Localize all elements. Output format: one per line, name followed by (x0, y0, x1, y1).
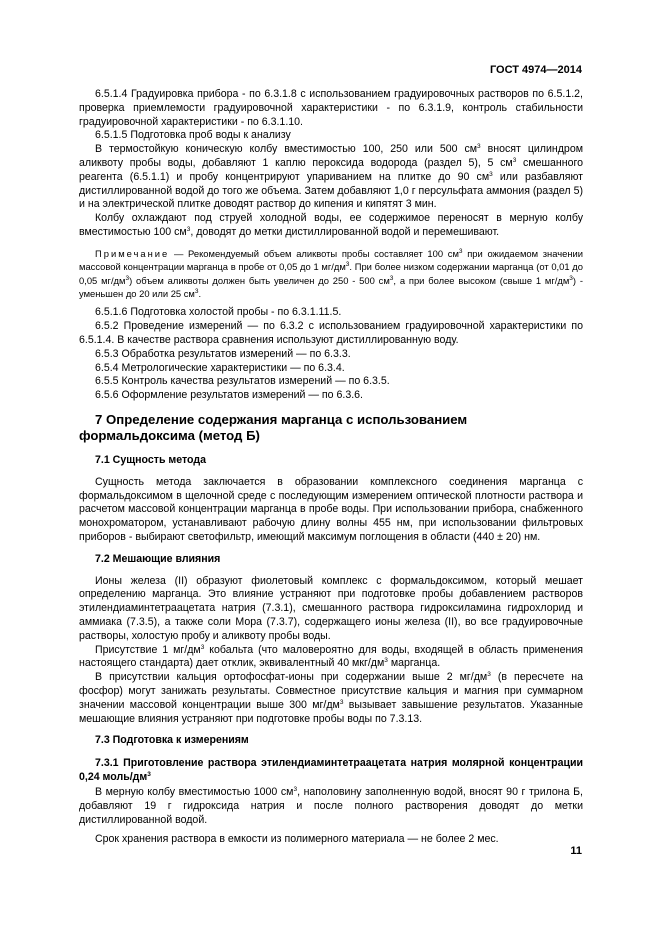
paragraph: В термостойкую коническую колбу вместимостью 100, 250 или 500 $см^3$ вносят цилиндром аликвоту пробы воды, добавляют 1 каплю пероксида водорода (раздел 5), 5 $см^3$ смешанного реагента (6.5.1.1) и пробу концентрируют упариванием на плитке до 90 $см^3$ или разбавляют дистиллированной водой до того же объема. Затем добавляют 1,0 г персульфата аммония (раздел 5) и на электрической плитке доводят раствор до кипения и кипятят 3 мин. (79, 143, 584, 211)
subsection-heading: 7.2 Мешающие влияния (95, 552, 221, 565)
document-header: ГОСТ 4974—2014 (489, 64, 582, 76)
paragraph: Сущность метода заключается в образовании комплексного соединения марганца с формальдоксимом в щелочной среде с последующим измерением оптической плотности раствора и расчетом массовой концентрации марганца в пробе воды. При использовании прибора, снабженного монохроматором, устанавливают рабочую длину волны 455 нм, при использовании фильтровых приборов - выбирают светофильтр, имеющий максимум поглощения в области (440 ± 20) нм. (79, 475, 583, 543)
paragraph: Присутствие 1 $мг/дм^3$ кобальта (что маловероятно для воды, входящей в область применения настоящего стандарта) дает отклик, эквивалентный 40 мкг/$дм^3$ марганца. (79, 643, 583, 670)
paragraph: Ионы железа (II) образуют фиолетовый комплекс с формальдоксимом, который мешает определению марганца. Это влияние устраняют при подготовке пробы добавлением растворов этилендиаминтетраацетата натрия (7.3.1), смешанного раствора гидроксиламина гидрохлорид и аммиака (7.3.5), а также соли Мора (7.3.7), содержащего ионы железа (II), во все градуировочные растворы, холостую пробу и аликвоту пробы воды. (79, 574, 583, 642)
page-body (79, 88, 583, 846)
paragraph: 6.5.1.6 Подготовка холостой пробы - по 6.3.1.11.5. (95, 306, 342, 319)
paragraph: В присутствии кальция ортофосфат-ионы при содержании выше 2 $мг/дм^3$ (в пересчете на фосфор) могут занижать результаты. Совместное присутствие кальция и магния при суммарном значении массовой концентрации выше 300 $мг/дм^3$ вызывает завышение результатов. Указанные мешающие влияния устраняют при подготовке пробы воды по 7.3.13. (79, 671, 583, 725)
paragraph: Колбу охлаждают под струей холодной воды, ее содержимое переносят в мерную колбу вместимостью 100 $см^3$, доводят до метки дистиллированной водой и перемешивают. (79, 212, 583, 238)
paragraph: 6.5.1.4 Градуировка прибора - по 6.3.1.8 с использованием градуировочных растворов по 6.5.1.2, проверка приемлемости градуировочной характеристики - по 6.3.1.9, контроль стабильности градуировочной характеристики - по 6.3.1.10. (79, 88, 583, 128)
paragraph: 6.5.6 Оформление результатов измерений — по 6.3.6. (95, 389, 363, 402)
paragraph: 6.5.2 Проведение измерений — по 6.3.2 с использованием градуировочной характеристики по 6.5.1.4. В качестве раствора сравнения используют дистиллированную воду. (79, 320, 583, 346)
note: Примечание — Рекомендуемый объем аликвоты пробы составляет 100 $см^3$ при ожидаемом значении массовой концентрации марганца в пробе от 0,05 до 1 $мг/дм^3$. При более низком содержании марганца (от 0,01 до 0,05 $мг/дм^3$) объем аликвоты должен быть увеличен до 250 - 500 $см^3$, а при более высоком (свыше 1 $мг/дм^3$) - уменьшен до 20 или 25 $см^3$. (79, 247, 583, 299)
paragraph: 6.5.5 Контроль качества результатов измерений — по 6.3.5. (95, 375, 390, 388)
page-number: 11 (570, 845, 582, 857)
subsection-heading: 7.1 Сущность метода (95, 453, 207, 466)
paragraph: В мерную колбу вместимостью 1000 $см^3$, наполовину заполненную водой, вносят 90 г трилона Б, добавляют 19 г гидроксида натрия и после полного растворения доводят до метки дистиллированной водой. (79, 786, 583, 826)
paragraph: Срок хранения раствора в емкости из полимерного материала — не более 2 мес. (95, 832, 499, 845)
subsection-heading: 7.3.1 Приготовление раствора этилендиаминтетраацетата натрия молярной концентрации 0,24 моль/$дм^3$ (79, 757, 583, 784)
paragraph: 6.5.1.5 Подготовка проб воды к анализу (95, 129, 291, 142)
section-heading: 7 Определение содержания марганца с использованием формальдоксима (метод Б) (79, 411, 468, 443)
paragraph: 6.5.4 Метрологические характеристики — по 6.3.4. (95, 361, 345, 374)
paragraph: 6.5.3 Обработка результатов измерений — по 6.3.3. (95, 347, 351, 360)
subsection-heading: 7.3 Подготовка к измерениям (95, 734, 249, 747)
